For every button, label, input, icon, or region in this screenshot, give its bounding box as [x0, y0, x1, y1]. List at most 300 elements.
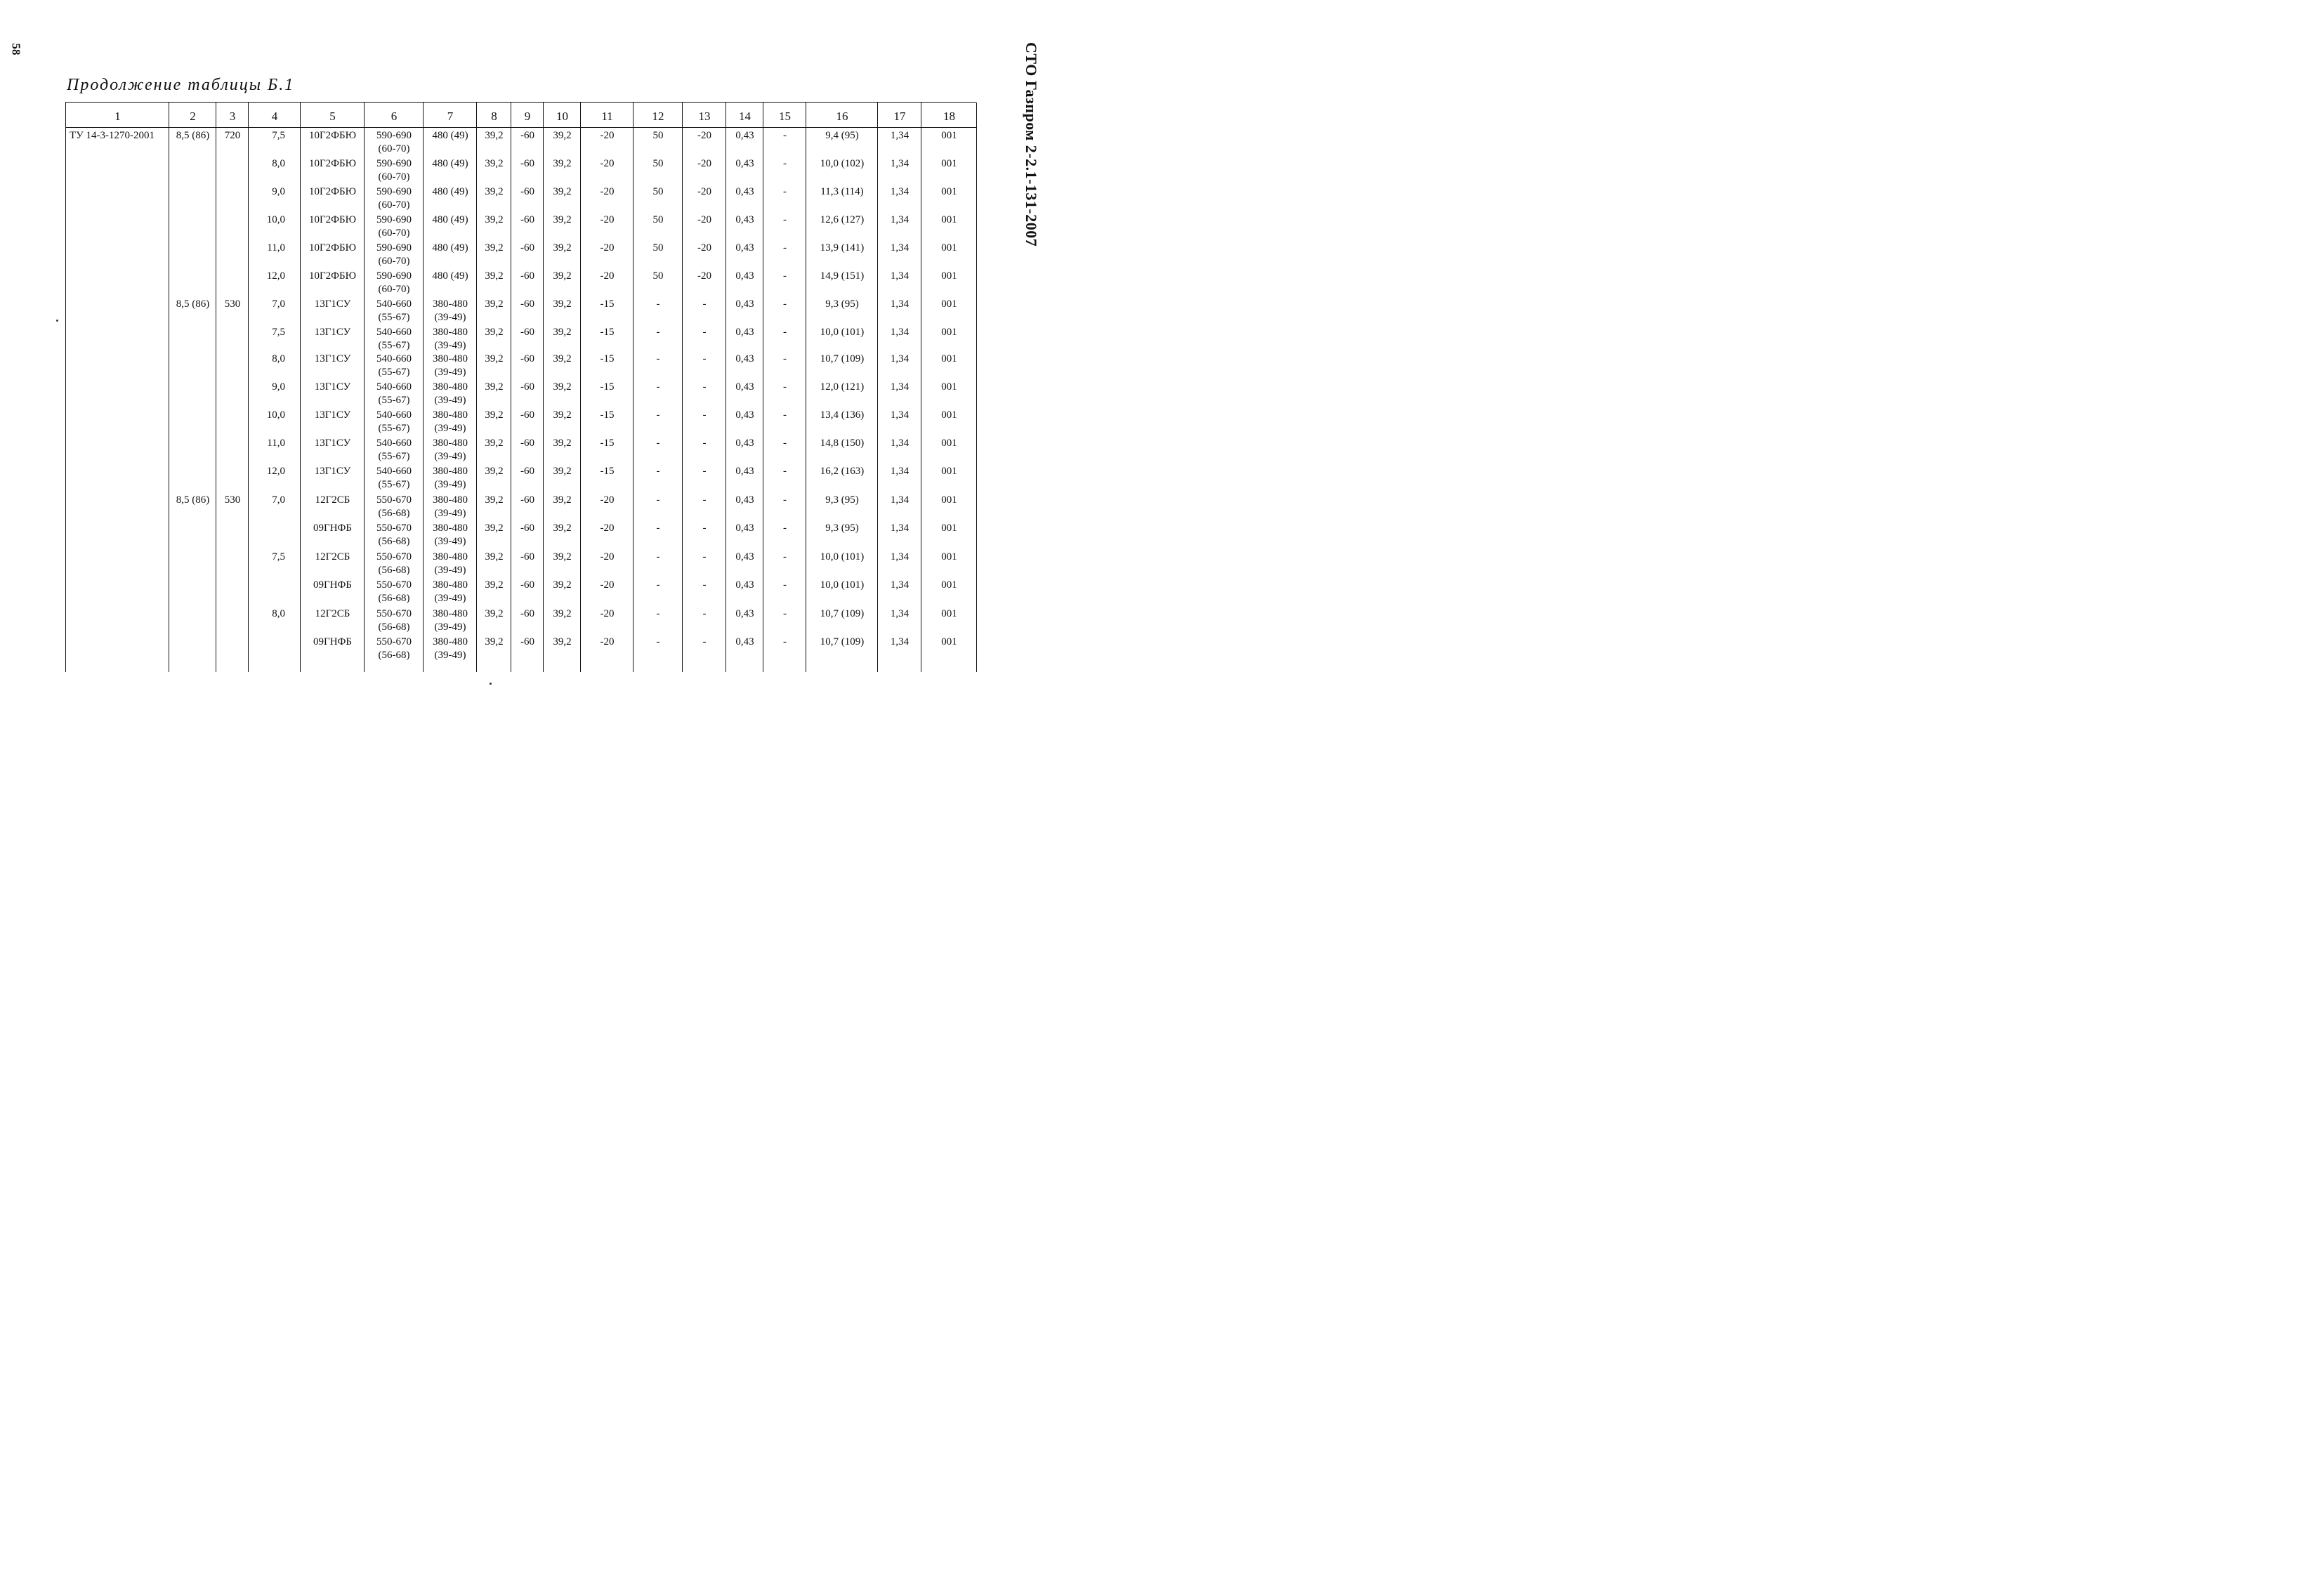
cell-col10: 39,2: [553, 466, 572, 477]
cell-col7: 380-480: [433, 579, 468, 591]
cell-col7: 480 (49): [432, 270, 468, 282]
cell-col6: 590-690: [376, 242, 412, 254]
cell-col14: 0,43: [735, 381, 754, 393]
cell-col13: -20: [697, 158, 711, 169]
cell-col17: 1,34: [890, 551, 910, 563]
cell-col10: 39,2: [553, 270, 572, 282]
cell-col6-sub: (60-70): [378, 171, 410, 183]
cell-col7-sub: (39-49): [434, 650, 466, 661]
cell-col17: 1,34: [890, 409, 910, 421]
cell-col6: 540-660: [376, 353, 412, 364]
cell-col13: -20: [697, 242, 711, 254]
cell-col6: 590-690: [376, 186, 412, 197]
cell-col11: -15: [600, 438, 615, 449]
cell-col10: 39,2: [553, 214, 572, 225]
cell-col7-sub: (39-49): [434, 423, 466, 434]
cell-col18: 001: [941, 438, 957, 449]
cell-col9: -60: [520, 242, 534, 254]
cell-col18: 001: [941, 466, 957, 477]
cell-col7-sub: (39-49): [434, 508, 466, 519]
cell-col12: -: [656, 636, 660, 647]
cell-col17: 1,34: [890, 466, 910, 477]
column-header-10: 10: [556, 110, 568, 123]
cell-col7: 380-480: [433, 438, 468, 449]
cell-col7: 480 (49): [432, 242, 468, 254]
cell-col7: 380-480: [433, 636, 468, 647]
cell-col5: 09ГНФБ: [313, 636, 352, 647]
cell-col17: 1,34: [890, 381, 910, 393]
cell-col4: 10,0: [266, 409, 285, 421]
cell-col10: 39,2: [553, 494, 572, 506]
cell-col17: 1,34: [890, 636, 910, 647]
cell-col11: -15: [600, 409, 615, 421]
cell-col7: 380-480: [433, 409, 468, 421]
cell-col6-sub: (56-68): [378, 508, 410, 519]
cell-col8: 39,2: [485, 608, 504, 619]
cell-col18: 001: [941, 214, 957, 225]
cell-col4: 7,0: [272, 494, 285, 506]
cell-col11: -15: [600, 327, 615, 338]
cell-col15: -: [783, 298, 787, 310]
cell-col7: 380-480: [433, 353, 468, 364]
cell-col16: 9,3 (95): [825, 522, 859, 534]
cell-col18: 001: [941, 636, 957, 647]
cell-col13: -: [702, 608, 707, 619]
cell-col15: -: [783, 381, 787, 393]
cell-col10: 39,2: [553, 409, 572, 421]
cell-col3: 720: [224, 130, 241, 141]
cell-col16: 16,2 (163): [820, 466, 865, 477]
cell-col8: 39,2: [485, 494, 504, 506]
cell-col14: 0,43: [735, 636, 754, 647]
cell-col11: -20: [600, 551, 615, 563]
cell-col7: 380-480: [433, 466, 468, 477]
cell-col7: 380-480: [433, 298, 468, 310]
column-header-3: 3: [229, 110, 236, 123]
column-header-1: 1: [114, 110, 121, 123]
cell-col17: 1,34: [890, 579, 910, 591]
column-header-15: 15: [779, 110, 791, 123]
cell-col7-sub: (39-49): [434, 536, 466, 547]
cell-col5: 10Г2ФБЮ: [308, 186, 357, 197]
cell-col7: 380-480: [433, 551, 468, 563]
cell-col12: -: [656, 381, 660, 393]
scan-speck: [490, 683, 492, 685]
cell-col15: -: [783, 186, 787, 197]
cell-col6: 590-690: [376, 270, 412, 282]
cell-col5: 12Г2СБ: [315, 551, 350, 563]
cell-col10: 39,2: [553, 381, 572, 393]
cell-col11: -15: [600, 381, 615, 393]
cell-col7-sub: (39-49): [434, 340, 466, 351]
cell-col14: 0,43: [735, 438, 754, 449]
column-header-11: 11: [601, 110, 613, 123]
cell-col16: 10,0 (101): [820, 327, 865, 338]
cell-col16: 14,9 (151): [820, 270, 865, 282]
cell-col14: 0,43: [735, 242, 754, 254]
column-header-8: 8: [491, 110, 497, 123]
cell-col4: 9,0: [272, 381, 285, 393]
cell-col7: 480 (49): [432, 158, 468, 169]
cell-col15: -: [783, 466, 787, 477]
cell-col9: -60: [520, 409, 534, 421]
cell-col11: -15: [600, 353, 615, 364]
cell-col12: 50: [652, 270, 664, 282]
cell-col4: 7,5: [272, 551, 285, 563]
cell-col6-sub: (55-67): [378, 423, 410, 434]
cell-col6: 550-670: [376, 551, 412, 563]
cell-col8: 39,2: [485, 214, 504, 225]
cell-col10: 39,2: [553, 298, 572, 310]
cell-col6-sub: (56-68): [378, 650, 410, 661]
cell-col8: 39,2: [485, 466, 504, 477]
cell-col17: 1,34: [890, 242, 910, 254]
cell-col9: -60: [520, 438, 534, 449]
column-header-4: 4: [271, 110, 278, 123]
cell-col5: 13Г1СУ: [314, 409, 351, 421]
cell-col10: 39,2: [553, 327, 572, 338]
cell-col4: 7,5: [272, 327, 285, 338]
cell-col17: 1,34: [890, 438, 910, 449]
cell-col10: 39,2: [553, 579, 572, 591]
cell-col13: -: [702, 381, 707, 393]
cell-col13: -: [702, 522, 707, 534]
cell-col13: -20: [697, 214, 711, 225]
cell-col4: 7,0: [272, 298, 285, 310]
cell-col14: 0,43: [735, 522, 754, 534]
cell-col8: 39,2: [485, 409, 504, 421]
cell-col5: 13Г1СУ: [314, 438, 351, 449]
cell-col6-sub: (56-68): [378, 622, 410, 633]
cell-col6-sub: (55-67): [378, 451, 410, 462]
cell-col14: 0,43: [735, 298, 754, 310]
page-number: 58: [9, 43, 23, 55]
cell-col8: 39,2: [485, 158, 504, 169]
cell-col17: 1,34: [890, 186, 910, 197]
cell-col4: 10,0: [266, 214, 285, 225]
cell-col7-sub: (39-49): [434, 565, 466, 576]
cell-col10: 39,2: [553, 186, 572, 197]
cell-col11: -20: [600, 130, 615, 141]
cell-col6-sub: (60-70): [378, 199, 410, 211]
cell-col8: 39,2: [485, 381, 504, 393]
column-header-14: 14: [739, 110, 751, 123]
cell-col13: -: [702, 551, 707, 563]
cell-col14: 0,43: [735, 353, 754, 364]
cell-col10: 39,2: [553, 158, 572, 169]
cell-col13: -: [702, 579, 707, 591]
cell-col14: 0,43: [735, 579, 754, 591]
scan-speck: [56, 320, 58, 322]
cell-col12: 50: [652, 186, 664, 197]
cell-col4: 8,0: [272, 158, 285, 169]
cell-col17: 1,34: [890, 608, 910, 619]
cell-col14: 0,43: [735, 158, 754, 169]
cell-col14: 0,43: [735, 409, 754, 421]
cell-col18: 001: [941, 186, 957, 197]
cell-col1: ТУ 14-3-1270-2001: [70, 130, 155, 141]
cell-col15: -: [783, 242, 787, 254]
cell-col12: -: [656, 522, 660, 534]
cell-col16: 9,3 (95): [825, 298, 859, 310]
cell-col13: -: [702, 438, 707, 449]
cell-col16: 14,8 (150): [820, 438, 865, 449]
cell-col4: 12,0: [266, 270, 285, 282]
cell-col15: -: [783, 353, 787, 364]
cell-col10: 39,2: [553, 438, 572, 449]
cell-col2: 8,5 (86): [176, 298, 210, 310]
cell-col6-sub: (56-68): [378, 536, 410, 547]
cell-col6: 540-660: [376, 381, 412, 393]
cell-col5: 13Г1СУ: [314, 298, 351, 310]
cell-col4: 8,0: [272, 353, 285, 364]
cell-col17: 1,34: [890, 130, 910, 141]
cell-col5: 13Г1СУ: [314, 353, 351, 364]
cell-col6-sub: (55-67): [378, 367, 410, 378]
cell-col16: 9,4 (95): [825, 130, 859, 141]
cell-col16: 9,3 (95): [825, 494, 859, 506]
cell-col14: 0,43: [735, 466, 754, 477]
cell-col15: -: [783, 270, 787, 282]
cell-col11: -20: [600, 494, 615, 506]
column-header-16: 16: [836, 110, 848, 123]
cell-col14: 0,43: [735, 186, 754, 197]
cell-col16: 10,0 (102): [820, 158, 865, 169]
cell-col9: -60: [520, 158, 534, 169]
cell-col18: 001: [941, 242, 957, 254]
cell-col17: 1,34: [890, 327, 910, 338]
cell-col6: 540-660: [376, 327, 412, 338]
cell-col18: 001: [941, 158, 957, 169]
cell-col5: 12Г2СБ: [315, 608, 350, 619]
cell-col18: 001: [941, 353, 957, 364]
cell-col13: -20: [697, 130, 711, 141]
cell-col9: -60: [520, 353, 534, 364]
table-caption: Продолжение таблицы Б.1: [67, 76, 295, 94]
cell-col6: 590-690: [376, 158, 412, 169]
cell-col14: 0,43: [735, 608, 754, 619]
cell-col15: -: [783, 409, 787, 421]
cell-col14: 0,43: [735, 130, 754, 141]
cell-col12: 50: [652, 214, 664, 225]
cell-col13: -20: [697, 270, 711, 282]
cell-col15: -: [783, 579, 787, 591]
cell-col7: 380-480: [433, 327, 468, 338]
cell-col9: -60: [520, 466, 534, 477]
cell-col18: 001: [941, 579, 957, 591]
cell-col9: -60: [520, 327, 534, 338]
cell-col16: 10,0 (101): [820, 579, 865, 591]
cell-col11: -20: [600, 214, 615, 225]
document-code: СТО Газпром 2-2.1-131-2007: [1023, 42, 1040, 247]
column-header-2: 2: [190, 110, 196, 123]
cell-col9: -60: [520, 270, 534, 282]
cell-col7-sub: (39-49): [434, 479, 466, 490]
cell-col18: 001: [941, 494, 957, 506]
column-header-7: 7: [447, 110, 454, 123]
cell-col13: -: [702, 409, 707, 421]
cell-col8: 39,2: [485, 438, 504, 449]
cell-col15: -: [783, 438, 787, 449]
cell-col9: -60: [520, 522, 534, 534]
cell-col7-sub: (39-49): [434, 451, 466, 462]
column-header-18: 18: [943, 110, 955, 123]
cell-col9: -60: [520, 579, 534, 591]
cell-col6-sub: (55-67): [378, 479, 410, 490]
cell-col4: 12,0: [266, 466, 285, 477]
cell-col2: 8,5 (86): [176, 494, 210, 506]
cell-col12: -: [656, 494, 660, 506]
data-table: [65, 102, 976, 672]
cell-col6: 550-670: [376, 494, 412, 506]
cell-col12: -: [656, 551, 660, 563]
cell-col12: -: [656, 409, 660, 421]
cell-col5: 09ГНФБ: [313, 522, 352, 534]
cell-col16: 13,4 (136): [820, 409, 865, 421]
cell-col5: 12Г2СБ: [315, 494, 350, 506]
cell-col14: 0,43: [735, 214, 754, 225]
cell-col17: 1,34: [890, 158, 910, 169]
column-header-12: 12: [652, 110, 664, 123]
cell-col3: 530: [224, 494, 241, 506]
cell-col17: 1,34: [890, 353, 910, 364]
cell-col4: 11,0: [267, 242, 285, 254]
cell-col6: 540-660: [376, 438, 412, 449]
cell-col2: 8,5 (86): [176, 130, 210, 141]
cell-col16: 11,3 (114): [820, 186, 864, 197]
cell-col15: -: [783, 327, 787, 338]
cell-col9: -60: [520, 130, 534, 141]
cell-col9: -60: [520, 551, 534, 563]
cell-col8: 39,2: [485, 551, 504, 563]
cell-col17: 1,34: [890, 214, 910, 225]
cell-col12: 50: [652, 242, 664, 254]
cell-col14: 0,43: [735, 551, 754, 563]
cell-col15: -: [783, 494, 787, 506]
cell-col6: 590-690: [376, 130, 412, 141]
cell-col4: 11,0: [267, 438, 285, 449]
cell-col16: 10,7 (109): [820, 608, 865, 619]
cell-col9: -60: [520, 298, 534, 310]
cell-col7-sub: (39-49): [434, 367, 466, 378]
cell-col17: 1,34: [890, 522, 910, 534]
cell-col9: -60: [520, 214, 534, 225]
cell-col8: 39,2: [485, 298, 504, 310]
cell-col16: 10,0 (101): [820, 551, 865, 563]
cell-col16: 12,6 (127): [820, 214, 865, 225]
column-header-17: 17: [893, 110, 906, 123]
cell-col15: -: [783, 551, 787, 563]
cell-col12: -: [656, 298, 660, 310]
cell-col16: 10,7 (109): [820, 636, 865, 647]
cell-col16: 10,7 (109): [820, 353, 865, 364]
cell-col8: 39,2: [485, 270, 504, 282]
cell-col14: 0,43: [735, 270, 754, 282]
cell-col10: 39,2: [553, 130, 572, 141]
cell-col6-sub: (55-67): [378, 340, 410, 351]
cell-col7: 380-480: [433, 381, 468, 393]
cell-col7-sub: (39-49): [434, 593, 466, 604]
cell-col15: -: [783, 130, 787, 141]
cell-col16: 12,0 (121): [820, 381, 865, 393]
cell-col10: 39,2: [553, 636, 572, 647]
cell-col15: -: [783, 608, 787, 619]
cell-col12: -: [656, 466, 660, 477]
cell-col11: -20: [600, 636, 615, 647]
cell-col7: 380-480: [433, 494, 468, 506]
cell-col7-sub: (39-49): [434, 395, 466, 406]
cell-col6-sub: (60-70): [378, 256, 410, 267]
cell-col18: 001: [941, 327, 957, 338]
cell-col11: -20: [600, 242, 615, 254]
cell-col4: 8,0: [272, 608, 285, 619]
cell-col13: -: [702, 327, 707, 338]
column-header-5: 5: [329, 110, 336, 123]
cell-col18: 001: [941, 551, 957, 563]
cell-col11: -20: [600, 522, 615, 534]
cell-col6-sub: (55-67): [378, 312, 410, 323]
cell-col13: -: [702, 466, 707, 477]
cell-col11: -15: [600, 298, 615, 310]
cell-col6-sub: (60-70): [378, 284, 410, 295]
cell-col10: 39,2: [553, 522, 572, 534]
cell-col6: 550-670: [376, 636, 412, 647]
cell-col15: -: [783, 158, 787, 169]
cell-col5: 10Г2ФБЮ: [308, 214, 357, 225]
cell-col8: 39,2: [485, 186, 504, 197]
column-header-6: 6: [390, 110, 398, 123]
cell-col7: 480 (49): [432, 186, 468, 197]
cell-col13: -: [702, 636, 707, 647]
cell-col18: 001: [941, 608, 957, 619]
cell-col5: 10Г2ФБЮ: [308, 242, 357, 254]
cell-col11: -20: [600, 158, 615, 169]
cell-col9: -60: [520, 608, 534, 619]
cell-col13: -20: [697, 186, 711, 197]
cell-col13: -: [702, 494, 707, 506]
cell-col8: 39,2: [485, 636, 504, 647]
cell-col18: 001: [941, 381, 957, 393]
cell-col9: -60: [520, 186, 534, 197]
cell-col7-sub: (39-49): [434, 622, 466, 633]
cell-col8: 39,2: [485, 579, 504, 591]
cell-col12: 50: [652, 158, 664, 169]
cell-col3: 530: [224, 298, 241, 310]
cell-col4: 9,0: [272, 186, 285, 197]
cell-col18: 001: [941, 409, 957, 421]
cell-col5: 13Г1СУ: [314, 381, 351, 393]
cell-col10: 39,2: [553, 608, 572, 619]
cell-col5: 09ГНФБ: [313, 579, 352, 591]
cell-col13: -: [702, 298, 707, 310]
cell-col8: 39,2: [485, 130, 504, 141]
cell-col7: 480 (49): [432, 130, 468, 141]
cell-col13: -: [702, 353, 707, 364]
cell-col18: 001: [941, 270, 957, 282]
cell-col14: 0,43: [735, 494, 754, 506]
cell-col6: 540-660: [376, 409, 412, 421]
cell-col12: -: [656, 579, 660, 591]
cell-col18: 001: [941, 522, 957, 534]
cell-col9: -60: [520, 494, 534, 506]
cell-col8: 39,2: [485, 242, 504, 254]
cell-col11: -20: [600, 186, 615, 197]
cell-col6-sub: (56-68): [378, 593, 410, 604]
cell-col15: -: [783, 636, 787, 647]
cell-col17: 1,34: [890, 298, 910, 310]
cell-col6-sub: (55-67): [378, 395, 410, 406]
cell-col11: -20: [600, 579, 615, 591]
